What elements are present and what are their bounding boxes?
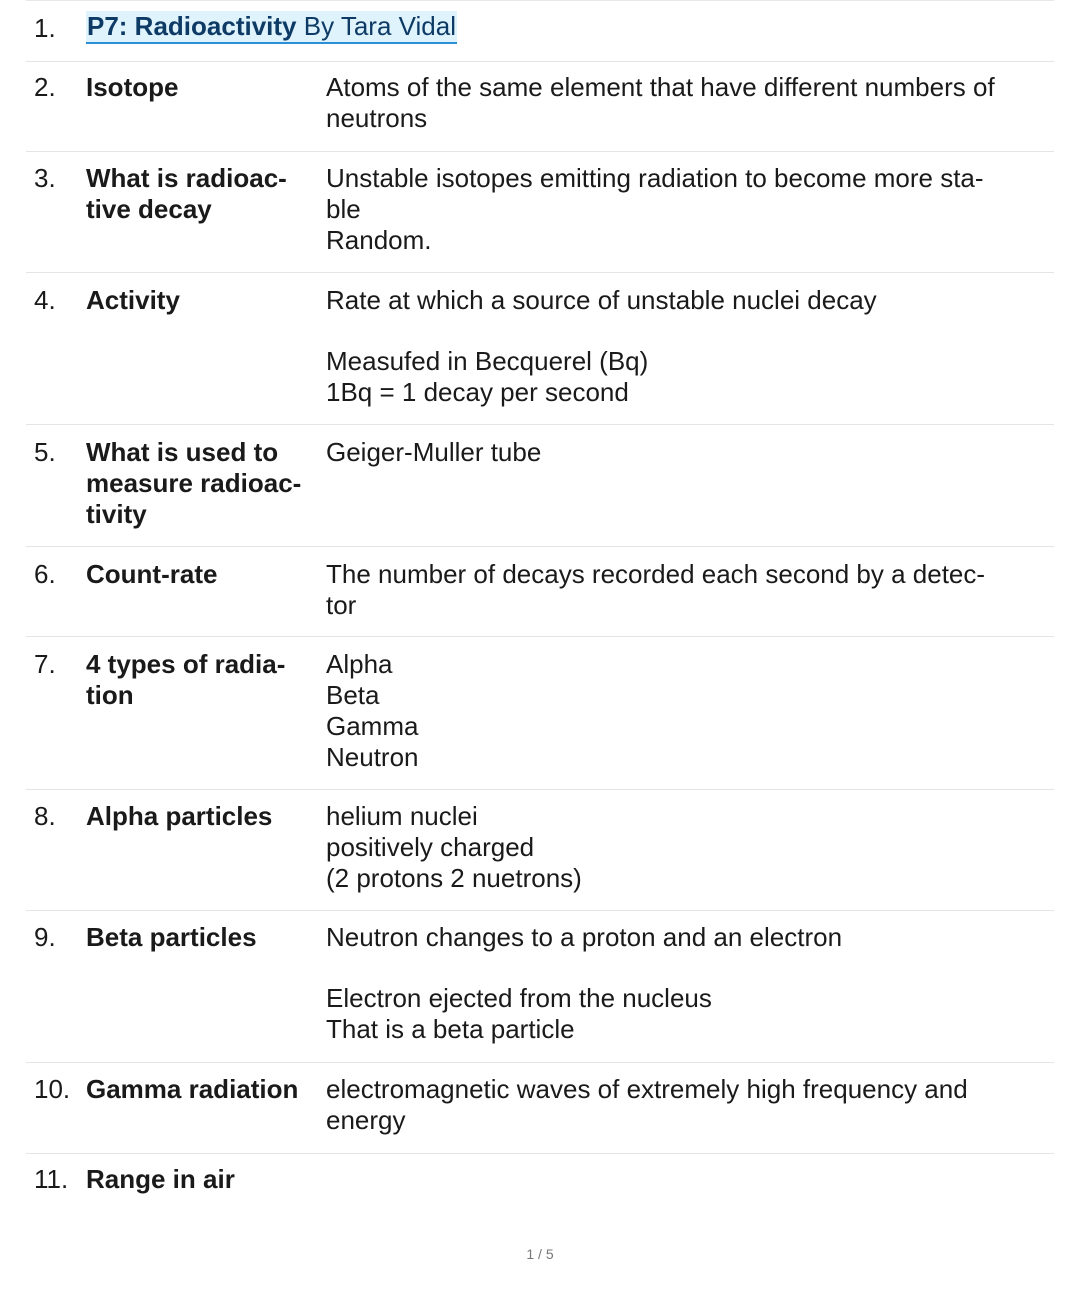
definition-line: Electron ejected from the nucleus <box>326 983 712 1013</box>
definition-line: helium nuclei <box>326 801 478 831</box>
row-number: 2. <box>34 72 56 102</box>
definition <box>326 801 1046 894</box>
definition-line: electromagnetic waves of extremely high frequency and <box>326 1074 968 1104</box>
definition <box>326 437 1046 468</box>
row-number: 7. <box>34 649 56 679</box>
set-author: By Tara Vidal <box>303 11 456 41</box>
definition-line: Alpha <box>326 649 393 679</box>
page-indicator: 1 / 5 <box>526 1246 554 1262</box>
definition-line: Neutron <box>326 742 419 772</box>
row-number: 8. <box>34 801 56 831</box>
row-number: 3. <box>34 163 56 193</box>
term-line: measure radioac- <box>86 468 302 498</box>
definition <box>326 285 1046 408</box>
flashcard-row <box>26 272 1054 424</box>
term <box>86 649 324 711</box>
definition-line: Random. <box>326 225 432 255</box>
definition-line: That is a beta particle <box>326 1014 575 1044</box>
definition-line: Beta <box>326 680 380 710</box>
definition <box>326 1074 1046 1136</box>
term <box>86 922 324 953</box>
set-title[interactable] <box>86 11 457 44</box>
row-number: 9. <box>34 922 56 952</box>
term-line: Beta particles <box>86 922 257 952</box>
term-line: Isotope <box>86 72 179 102</box>
term <box>86 437 324 530</box>
term-line: tion <box>86 680 134 710</box>
definition-line: The number of decays recorded each second by a detec- <box>326 559 986 589</box>
definition-line: positively charged <box>326 832 535 862</box>
term <box>86 72 324 103</box>
definition-line <box>326 953 1046 983</box>
row-number: 11. <box>34 1164 69 1194</box>
flashcard-row <box>26 151 1054 272</box>
term-line: tive decay <box>86 194 212 224</box>
term-line: Range in air <box>86 1164 235 1194</box>
flashcard-row <box>26 61 1054 151</box>
flashcard-row <box>26 1153 1054 1213</box>
row-number: 5. <box>34 437 56 467</box>
set-title-text: P7: Radioactivity <box>87 11 297 41</box>
term <box>86 285 324 316</box>
definition-line: neutrons <box>326 103 428 133</box>
definition-line: Rate at which a source of unstable nuclei decay <box>326 285 877 315</box>
term-line: tivity <box>86 499 147 529</box>
definition-line: 1Bq = 1 decay per second <box>326 377 629 407</box>
definition <box>326 922 1046 1045</box>
definition <box>326 649 1046 773</box>
row-number: 1. <box>34 13 56 43</box>
row-number: 4. <box>34 285 56 315</box>
row-number: 6. <box>34 559 56 589</box>
term-line: Gamma radiation <box>86 1074 299 1104</box>
term <box>86 1164 324 1195</box>
flashcard-row <box>26 636 1054 789</box>
flashcard-row <box>26 1062 1054 1153</box>
definition <box>326 72 1046 134</box>
flashcard-row <box>26 789 1054 910</box>
term-line: What is used to <box>86 437 279 467</box>
term <box>86 163 324 225</box>
term-line: Activity <box>86 285 180 315</box>
term-line: Count-rate <box>86 559 218 589</box>
definition-line: Measufed in Becquerel (Bq) <box>326 346 649 376</box>
definition-line: tor <box>326 590 357 620</box>
definition-line: Neutron changes to a proton and an electron <box>326 922 843 952</box>
definition-line <box>326 316 1046 346</box>
definition-line: (2 protons 2 nuetrons) <box>326 863 582 893</box>
definition-line: Atoms of the same element that have different numbers of <box>326 72 995 102</box>
term <box>86 1074 336 1105</box>
flashcard-row <box>26 424 1054 546</box>
term-line: 4 types of radia- <box>86 649 286 679</box>
term <box>86 801 324 832</box>
definition-line: ble <box>326 194 361 224</box>
definition-line: Gamma <box>326 711 419 741</box>
definition-line: Geiger-Muller tube <box>326 437 542 467</box>
definition-line: Unstable isotopes emitting radiation to become more sta- <box>326 163 984 193</box>
definition <box>326 163 1046 256</box>
title-row <box>26 0 1054 60</box>
definition <box>326 559 1046 621</box>
term <box>86 559 324 590</box>
term-line: What is radioac- <box>86 163 287 193</box>
definition-line: energy <box>326 1105 406 1135</box>
term-line: Alpha particles <box>86 801 273 831</box>
flashcard-row <box>26 546 1054 636</box>
flashcard-row <box>26 910 1054 1062</box>
row-number: 10. <box>34 1074 71 1104</box>
